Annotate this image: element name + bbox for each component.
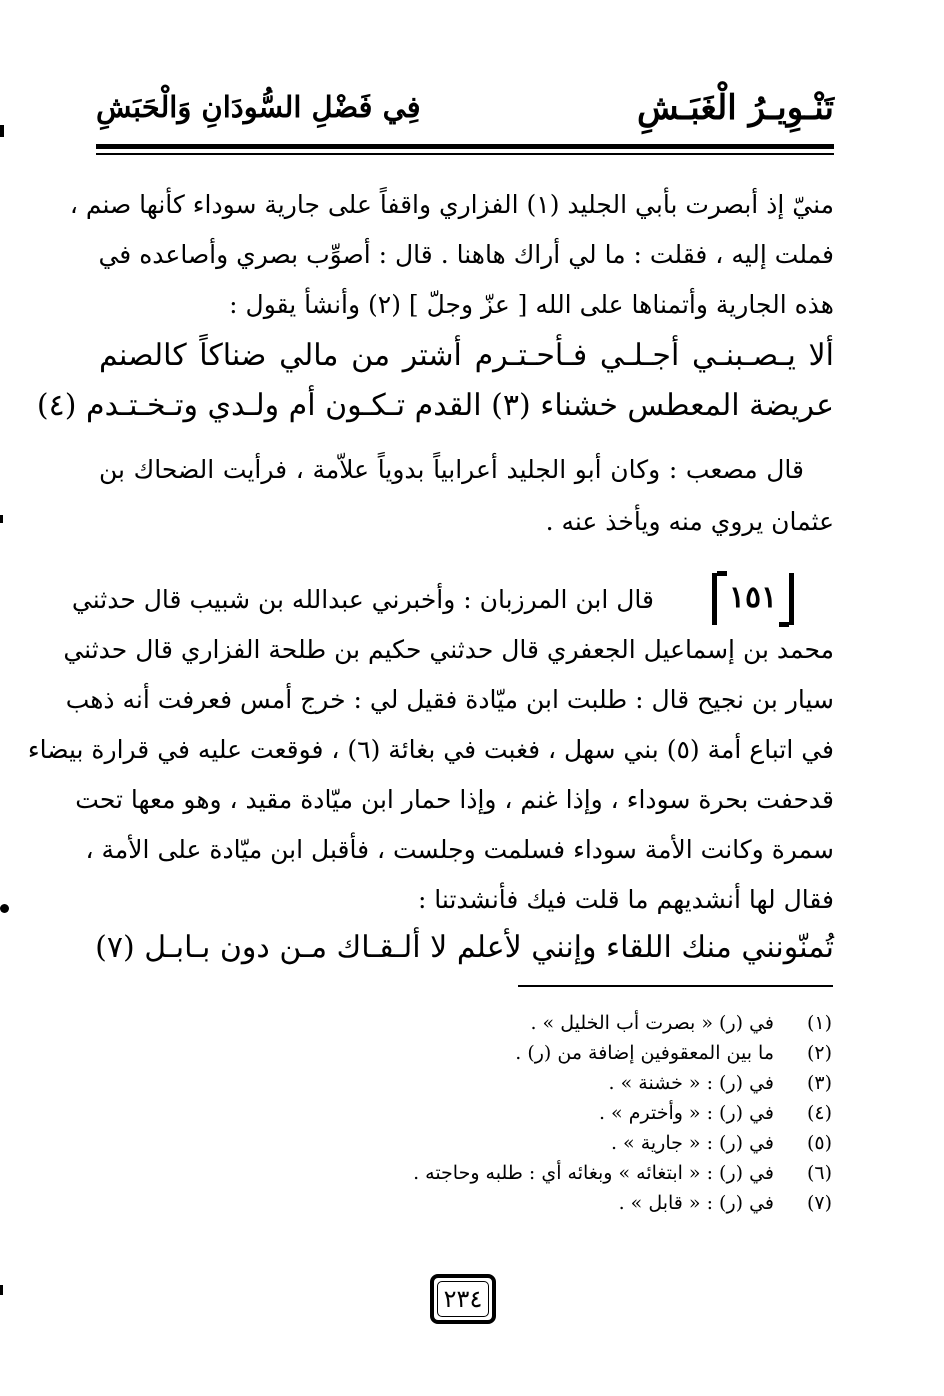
verse-line: تُمنّونني منك اللقاء وإنني لأعلم لا ألـقـاك مـن دون بـابـل (٧) [95, 930, 834, 965]
footnote-text: ما بين المعقوفين إضافة من (ر) . [515, 1042, 774, 1064]
footnote [611, 1128, 832, 1158]
verse-line: ألا يـصـبنـي أجـلـي فـأحـتـرم أشتر من مالي ضناكاً كالصنم [99, 338, 834, 373]
margin-mark [0, 125, 4, 137]
header-rule-thick [96, 144, 834, 149]
header-rule-thin [96, 153, 834, 155]
footnote-number: (٦) [806, 1162, 832, 1184]
footnote-number: (١) [806, 1012, 832, 1034]
footnote [530, 1008, 832, 1038]
text-line: قال مصعب : وكان أبو الجليد أعرابياً بدوياً علاّمة ، فرأيت الضحاك بن [99, 455, 804, 484]
margin-mark [0, 904, 9, 913]
footnote-number: (٤) [806, 1102, 832, 1124]
footnote [609, 1068, 832, 1098]
text-line: محمد بن إسماعيل الجعفري قال حدثني حكيم بن طلحة الفزاري قال حدثني [63, 635, 834, 664]
footnote-text: في (ر) : « جارية » . [610, 1132, 774, 1154]
verse-line: عريضة المعطس خشناء (٣) القدم تـكـون أم ولـدي وتـخـتـدم (٤) [36, 388, 834, 423]
text-line: فقال لها أنشديهم ما قلت فيك فأنشدتنا : [417, 885, 834, 914]
footnote [619, 1188, 832, 1218]
text-line: في اتباع أمة (٥) بني سهل ، فغبت في بغائة (٦) ، فوقعت عليه في قرارة بيضاء [27, 735, 834, 764]
text-line: عثمان يروي منه ويأخذ عنه . [545, 507, 834, 536]
running-subtitle: فِي فَضْلِ السُّودَانِ وَالْحَبَشِ [96, 90, 421, 124]
text-line: هذه الجارية وأتمناها على الله [ عزّ وجلّ ] (٢) وأنشأ يقول : [229, 290, 834, 319]
footnote [413, 1158, 832, 1188]
page-number: ٢٣٤ [430, 1274, 496, 1324]
footnote-text: في (ر) : « وأخترم » . [598, 1102, 774, 1124]
running-title: تَنْـوِيـرُ الْغَبَـشِ [636, 88, 834, 128]
footnote [599, 1098, 832, 1128]
text-line: سيار بن نجيح قال : طلبت ابن ميّادة فقيل لي : خرج أمس فعرفت أنه ذهب [65, 685, 834, 714]
hadith-number-badge: ١٥١ [712, 573, 794, 625]
footnote-text: في (ر) « بصرت أب الخليل » . [530, 1012, 774, 1034]
margin-mark [0, 515, 3, 523]
margin-mark [0, 1285, 3, 1295]
footnote-separator [518, 985, 833, 987]
text-line: سمرة وكانت الأمة سوداء فسلمت وجلست ، فأقبل ابن ميّادة على الأمة ، [85, 835, 834, 864]
footnote [515, 1038, 832, 1068]
text-line: فملت إليه ، فقلت : ما لي أراك هاهنا . قال : أصوِّب بصري وأصاعده في [98, 240, 834, 269]
footnote-number: (٣) [806, 1072, 832, 1094]
footnote-text: في (ر) : « خشنة » . [608, 1072, 774, 1094]
footnote-number: (٧) [806, 1192, 832, 1214]
footnote-text: في (ر) : « قابل » . [618, 1192, 774, 1214]
text-line: قال ابن المرزبان : وأخبرني عبدالله بن شبيب قال حدثني [71, 585, 654, 614]
footnote-number: (٥) [806, 1132, 832, 1154]
footnote-text: في (ر) : « ابتغائه » وبغائه أي : طلبه وحاجته . [413, 1162, 774, 1184]
footnote-number: (٢) [806, 1042, 832, 1064]
text-line: منيّ إذ أبصرت بأبي الجليد (١) الفزاري واقفاً على جارية سوداء كأنها صنم ، [69, 190, 834, 219]
text-line: قدحفت بحرة سوداء ، وإذا غنم ، وإذا حمار ابن ميّادة مقيد ، وهو معها تحت [75, 785, 834, 814]
